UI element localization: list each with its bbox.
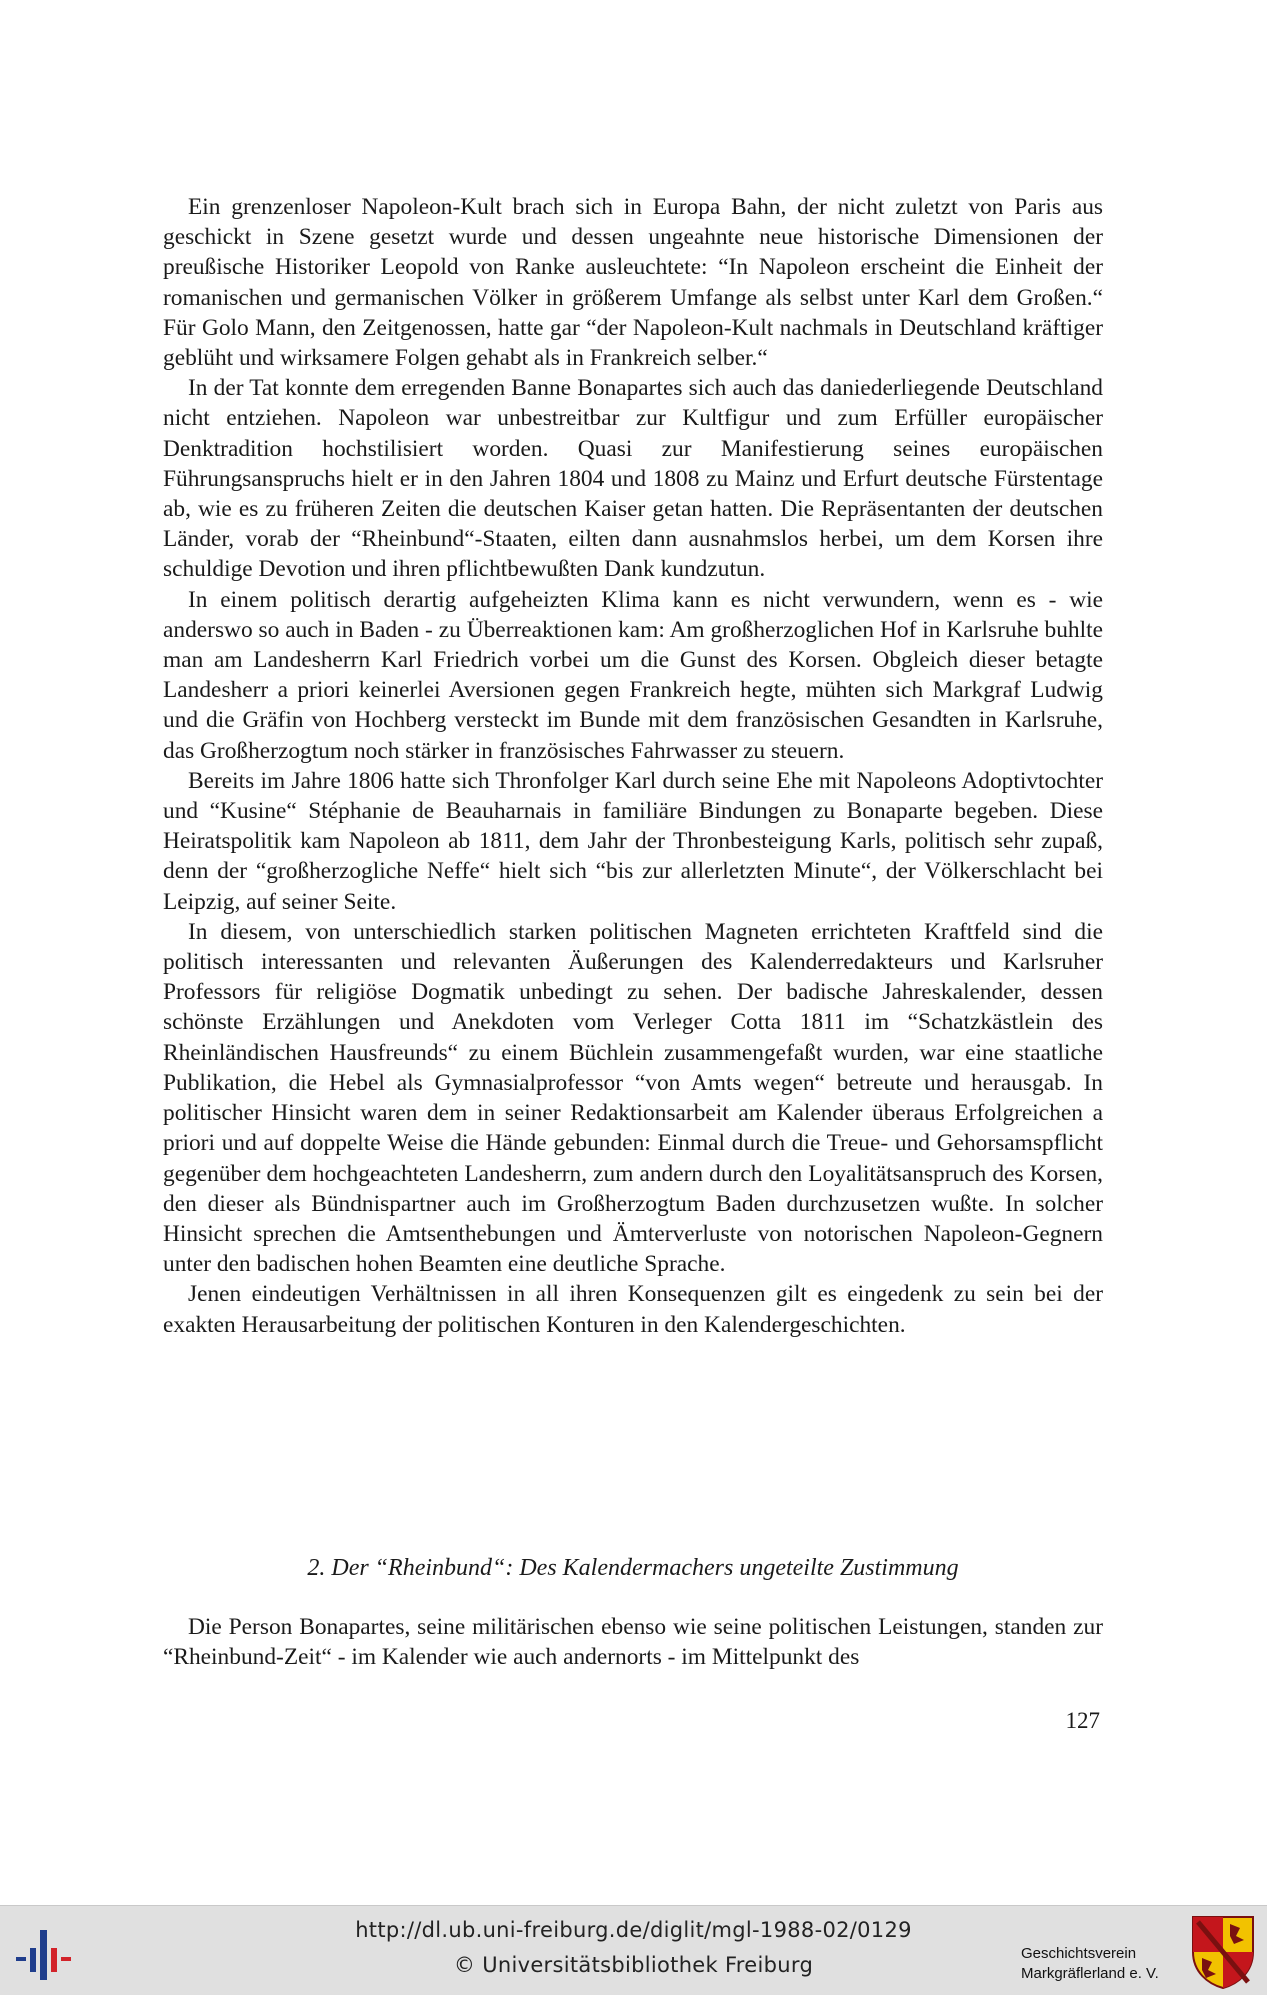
paragraph-2: In der Tat konnte dem erregenden Banne Bonapartes sich auch das daniederliegende Deutschland nicht entziehen. Napoleon war unbestreitbar zur Kultfigur und zum Erfüller europäischer Denktradition hochstilisiert worden. Quasi zur Manifestierung seines europäischen Führungsanspruchs hielt er in den Jahren 1804 und 1808 zu Mainz und Erfurt deutsche Fürstentage ab, wie es zu früheren Zeiten die deutschen Kaiser getan hatten. Die Repräsentanten der deutschen Länder, vorab der “Rheinbund“-Staaten, eilten dann ausnahmslos herbei, um dem Korsen ihre schuldige Devotion und ihren pflichtbewußten Dank kundzutun. [163,375,1103,583]
copyright-notice: © Universitätsbibliothek Freiburg [453,1953,814,1977]
page-number: 127 [1065,1708,1100,1733]
section-heading: 2. Der “Rheinbund“: Des Kalendermachers ungeteilte Zustimmung [307,1555,959,1581]
markgraeflerland-crest-icon [1190,1914,1256,1990]
footer-bar [0,1905,1267,1995]
organization-line-1: Geschichtsverein [1021,1945,1137,1962]
organization-line-2: Markgräflerland e. V. [1021,1965,1159,1982]
paragraph-3: In einem politisch derartig aufgeheizten Klima kann es nicht verwundern, wenn es - wie anderswo so auch in Baden - zu Überreaktionen kam: Am großherzoglichen Hof in Karlsruhe buhlte man am Landesherrn Karl Friedrich vorbei um die Gunst des Korsen. Obgleich dieser betagte Landesherr a priori keinerlei Aversionen gegen Frankreich hegte, mühten sich Markgraf Ludwig und die Gräfin von Hochberg versteckt im Bunde mit dem französischen Gesandten in Karlsruhe, das Großherzogtum noch stärker in französisches Fahrwasser zu steuern. [163,586,1103,764]
paragraph-7: Die Person Bonapartes, seine militärischen ebenso wie seine politischen Leistungen, standen zur “Rheinbund-Zeit“ - im Kalender wie auch andernorts - im Mittelpunkt des [163,1614,1103,1671]
paragraph-4: Bereits im Jahre 1806 hatte sich Thronfolger Karl durch seine Ehe mit Napoleons Adoptivtochter und “Kusine“ Stéphanie de Beauharnais in familiäre Bindungen zu Bonaparte begeben. Diese Heiratspolitik kam Napoleon ab 1811, dem Jahr der Thronbesteigung Karls, politisch sehr zupaß, denn der “großherzogliche Neffe“ hielt sich “bis zur allerletzten Minute“, der Völkerschlacht bei Leipzig, auf seiner Seite. [163,767,1103,915]
body-text [163,192,1103,1340]
source-url-link[interactable]: http://dl.ub.uni-freiburg.de/diglit/mgl-1988-02/0129 [355,1918,912,1942]
paragraph-6: Jenen eindeutigen Verhältnissen in all ihren Konsequenzen gilt es eingedenk zu sein bei der exakten Herausarbeitung der politischen Konturen in den Kalendergeschichten. [163,1281,1103,1338]
organization-name [1021,1944,1159,1984]
source-url [0,1918,1267,1942]
paragraph-5: In diesem, von unterschiedlich starken politischen Magneten errichteten Kraftfeld sind die politisch interessanten und relevanten Äußerungen des Kalenderredakteurs und Karlsruher Professors für religiöse Dogmatik unbedingt zu sehen. Der badische Jahreskalender, dessen schönste Erzählungen und Anekdoten vom Verleger Cotta 1811 im “Schatzkästlein des Rheinländischen Hausfreunds“ zu einem Büchlein zusammengefaßt wurden, war eine staatliche Publikation, die Hebel als Gymnasialprofessor “von Amts wegen“ betreute und herausgab. In politischer Hinsicht waren dem in seiner Redaktionsarbeit am Kalender überaus Erfolgreichen a priori und auf doppelte Weise die Hände gebunden: Einmal durch die Treue- und Gehorsamspflicht gegenüber dem hochgeachteten Landesherrn, zum andern durch den Loyalitätsanspruch des Korsen, den dieser als Bündnispartner auch im Großherzogtum Baden durchzusetzen wußte. In solcher Hinsicht sprechen die Amtsenthebungen und Ämterverluste von notorischen Napoleon-Gegnern unter den badischen hohen Beamten eine deutliche Sprache. [163,918,1103,1278]
continuation-text [163,1612,1103,1672]
paragraph-1: Ein grenzenloser Napoleon-Kult brach sich in Europa Bahn, der nicht zuletzt von Paris aus geschickt in Szene gesetzt wurde und dessen ungeahnte neue historische Dimensionen der preußische Historiker Leopold von Ranke ausleuchtete: “In Napoleon erscheint die Einheit der romanischen und germanischen Völker in größerem Umfange als selbst unter Karl dem Großen.“ Für Golo Mann, den Zeitgenossen, hatte gar “der Napoleon-Kult nachmals in Deutschland kräftiger geblüht und wirksamere Folgen gehabt als in Frankreich selber.“ [163,194,1103,372]
